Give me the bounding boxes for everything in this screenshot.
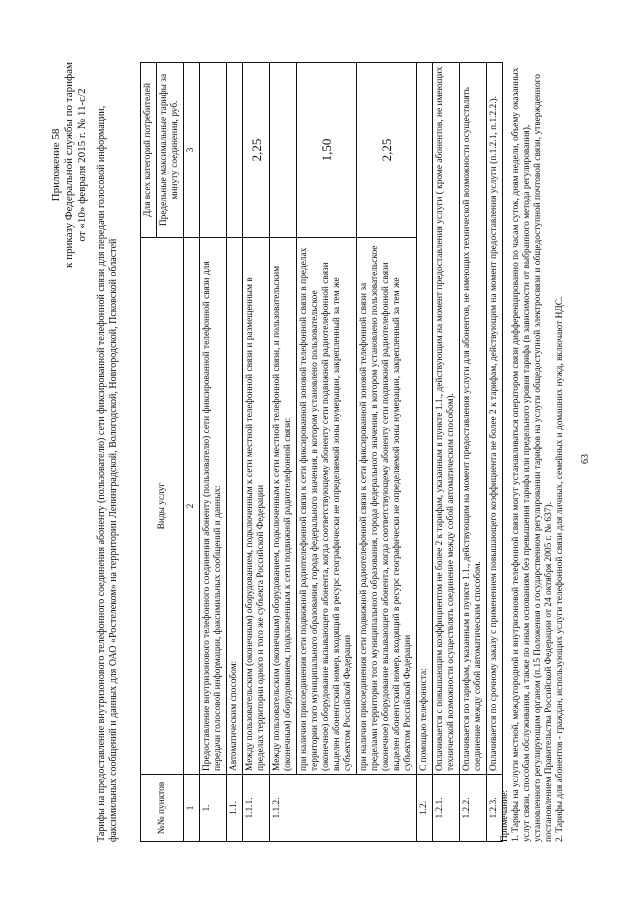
col-header-service: Виды услуг	[141, 238, 184, 775]
appendix-header	[50, 62, 89, 268]
row-number: 1.2.1.	[433, 775, 460, 842]
note-2: 2. Тарифы для абонентов - граждан, использующих услуги телефонной связи для личных, семейных и домашних нужд, включают НДС.	[555, 296, 565, 842]
row-number: 1.2.3.	[487, 775, 503, 842]
row-service: Оплачивается с повышающим коэффициентом не более 2 к тарифам, указанным в пункте 1.1., действующим на момент предоставления услуги ( кроме абонентов, не имеющих технической возможности осуществлять соединение между собой автоматическим способом).	[433, 63, 460, 775]
row-service: Между пользовательским (оконечным) оборудованием, подключенным к сети местной телефонной связи и размещенным в пределах территории одного и того же субъекта Российской Федерации	[243, 238, 270, 775]
table-row	[243, 63, 270, 842]
row-service: С помощью телефониста:	[417, 63, 433, 775]
row-number: 1.2.2.	[460, 775, 487, 842]
tariff-table	[140, 62, 503, 842]
table-row	[433, 63, 460, 842]
table-row	[417, 63, 433, 842]
col-header-price: Предельные максимальные тарифы за минуту соединения, руб.	[157, 63, 184, 238]
col-header-number: №№ пунктов	[141, 775, 184, 842]
row-price: 2,25	[243, 63, 270, 238]
table-row	[200, 63, 227, 842]
row-service: Предоставление внутризонового телефонного соединения абоненту (пользователю) сети фиксированной телефонной связи для передачи голосовой информации, факсимильных сообщений и данных:	[200, 238, 227, 775]
row-price	[270, 63, 297, 238]
order-reference: к приказу Федеральной службы по тарифам	[63, 62, 75, 268]
appendix-number: Приложение 58	[50, 128, 62, 202]
row-number: 1.2.	[417, 775, 433, 842]
row-service: при наличии присоединения сети подвижной радиотелефонной связи к сети фиксированной зоновой телефонной связи в пределах территории того муниципального образования, города федерального значения, в котором установлено пользовательское (оконечное) оборудование вызывающего абонента, когда соответствующему абоненту сети подвижной радиотелефонной связи выделен абонентский номер, входящий в ресурс географически не определяемой зоны нумерации, закрепленный за тем же субъектом Российской Федерации	[297, 238, 357, 775]
notes-section	[500, 62, 566, 842]
row-number: 1.1.2.	[270, 775, 417, 842]
col-index-2: 2	[184, 238, 200, 775]
notes-heading: Примечание:	[500, 789, 510, 842]
document-title: Тарифы на предоставление внутризонового телефонного соединения абоненту (пользователю) сети фиксированной телефонной связи для передачи голосовой информации, факсимильных сообщений и данных для ОАО «Ростелеком» на территории Ленинградской, Вологодской, Новгородской, Псковской областей	[96, 105, 119, 842]
col-index-1: 1	[184, 775, 200, 842]
row-service: Между пользовательским (оконечным) оборудованием, подключенным к сети местной телефонной связи, и пользовательским (оконечным) оборудованием, подключенным к сети подвижной радиотелефонной связи:	[270, 238, 297, 775]
row-number: 1.	[200, 775, 227, 842]
col-header-group: Для всех категорий потребителей	[141, 63, 157, 238]
order-date: от «10» февраля 2015 г. № 11-с/2	[76, 88, 88, 242]
table-row	[227, 63, 243, 842]
row-price: 1,50	[297, 63, 357, 238]
row-service: Оплачивается по тарифам, указанным в пункте 1.1., действующим на момент предоставления услуги для абонентов, не имеющих технической возможности осуществлять соединение между собой автоматическим способом.	[460, 63, 487, 775]
row-number: 1.1.	[227, 775, 243, 842]
table-row	[297, 63, 357, 842]
row-service: Оплачивается по срочному заказу с применением повышающего коэффициента не более 2 к тарифам, действующим на момент предоставления услуги (п.1.2.1, п.1.2.2.).	[487, 63, 503, 775]
row-price	[227, 63, 243, 238]
row-service: при наличии присоединения сети подвижной радиотелефонной связи к сети фиксированной зоновой телефонной связи за пределами территории того муниципального образования, города федерального значения, в котором установлено пользовательское (оконечное) оборудование вызывающего абонента, когда соответствующему абоненту сети подвижной радиотелефонной связи выделен абонентский номер, входящий в ресурс географически не определяемой зоны нумерации, закрепленный за тем же субъектом Российской Федерации	[357, 238, 417, 775]
page-number: 63	[580, 454, 591, 464]
col-index-3: 3	[184, 63, 200, 238]
note-1: 1. Тарифы на услуги местной, междугородной и внутризоновой телефонной связи могут устанавливаться оператором связи дифференцированно по часам суток, дням недели, объему оказанных услуг связи, способам обслуживания, а также по иным основаниям без превышения тарифа или предельного уровня тарифа (в зависимости от выбранного метода регулирования), установленного регулирующим органом (п.15 Положения о государственном регулировании тарифов на услуги общедоступной электросвязи и общедоступной почтовой связи, утвержденного постановлением Правительства Российской Федерации от 24 октября 2005 г. № 637).	[511, 67, 554, 842]
row-price	[200, 63, 227, 238]
row-price: 2,25	[357, 63, 417, 238]
table-row	[270, 63, 297, 842]
row-number: 1.1.1.	[243, 775, 270, 842]
row-service: Автоматическим способом:	[227, 238, 243, 775]
rotated-document-page	[40, 42, 600, 862]
table-row	[357, 63, 417, 842]
table-row	[460, 63, 487, 842]
